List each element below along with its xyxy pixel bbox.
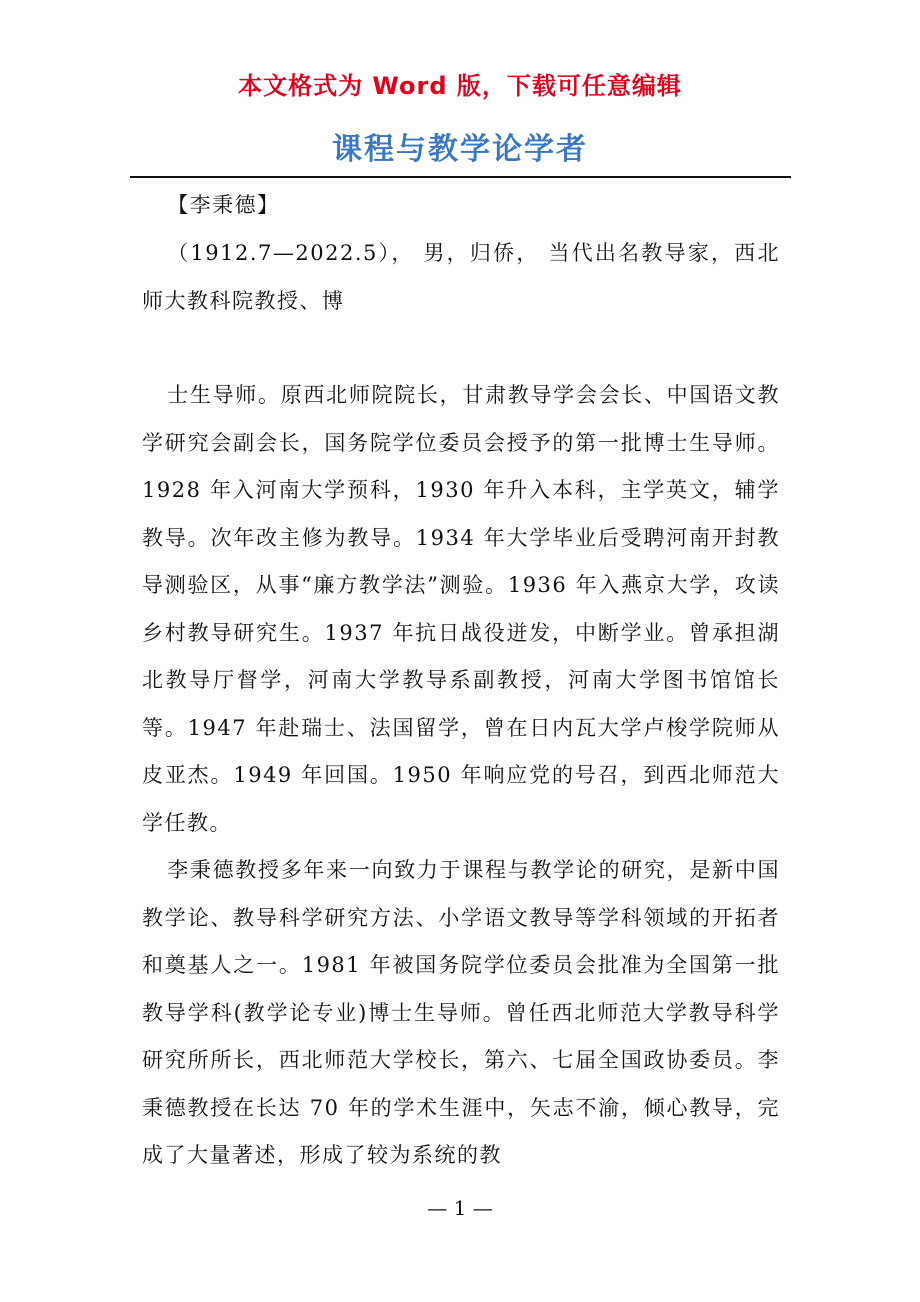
body-intro [142, 230, 780, 325]
edit-notice-banner: 本文格式为 Word 版，下载可任意编辑 [238, 72, 682, 100]
paragraph-biography: 士生导师。原西北师院院长，甘肃教导学会会长、中国语文教学研究会副会长，国务院学位委员会授予的第一批博士生导师。1928 年入河南大学预科，1930 年升入本科，主学英文，辅学教导。次年改主修为教导。1934 年大学毕业后受聘河南开封教导测验区，从事“廉方教学法”测验。1936 年入燕京大学，攻读乡村教导研究生。1937 年抗日战役迸发，中断学业。曾承担湖北教导厅督学，河南大学教导系副教授，河南大学图书馆馆长等。1947 年赴瑞士、法国留学，曾在日内瓦大学卢梭学院师从皮亚杰。1949 年回国。1950 年响应党的号召，到西北师范大学任教。 [142, 383, 780, 835]
body-name-heading [142, 182, 780, 230]
name-heading: 【李秉德】 [167, 193, 280, 217]
paragraph-contributions: 李秉德教授多年来一向致力于课程与教学论的研究，是新中国教学论、教导科学研究方法、小学语文教导等学科领域的开拓者和奠基人之一。1981 年被国务院学位委员会批准为全国第一批教导学科(教学论专业)博士生导师。曾任西北师范大学教导科学研究所所长，西北师范大学校长，第六、七届全国政协委员。李秉德教授在长达 70 年的学术生涯中，矢志不渝，倾心教导，完成了大量著述，形成了较为系统的教 [142, 858, 780, 1167]
intro-paragraph: （1912.7—2022.5）， 男，归侨， 当代出名教导家，西北师大教科院教授、博 [142, 241, 780, 313]
page-number: — 1 — [427, 1196, 493, 1220]
document-title: 课程与教学论学者 [332, 132, 588, 167]
title-divider [130, 176, 791, 178]
body-main [142, 372, 780, 1180]
